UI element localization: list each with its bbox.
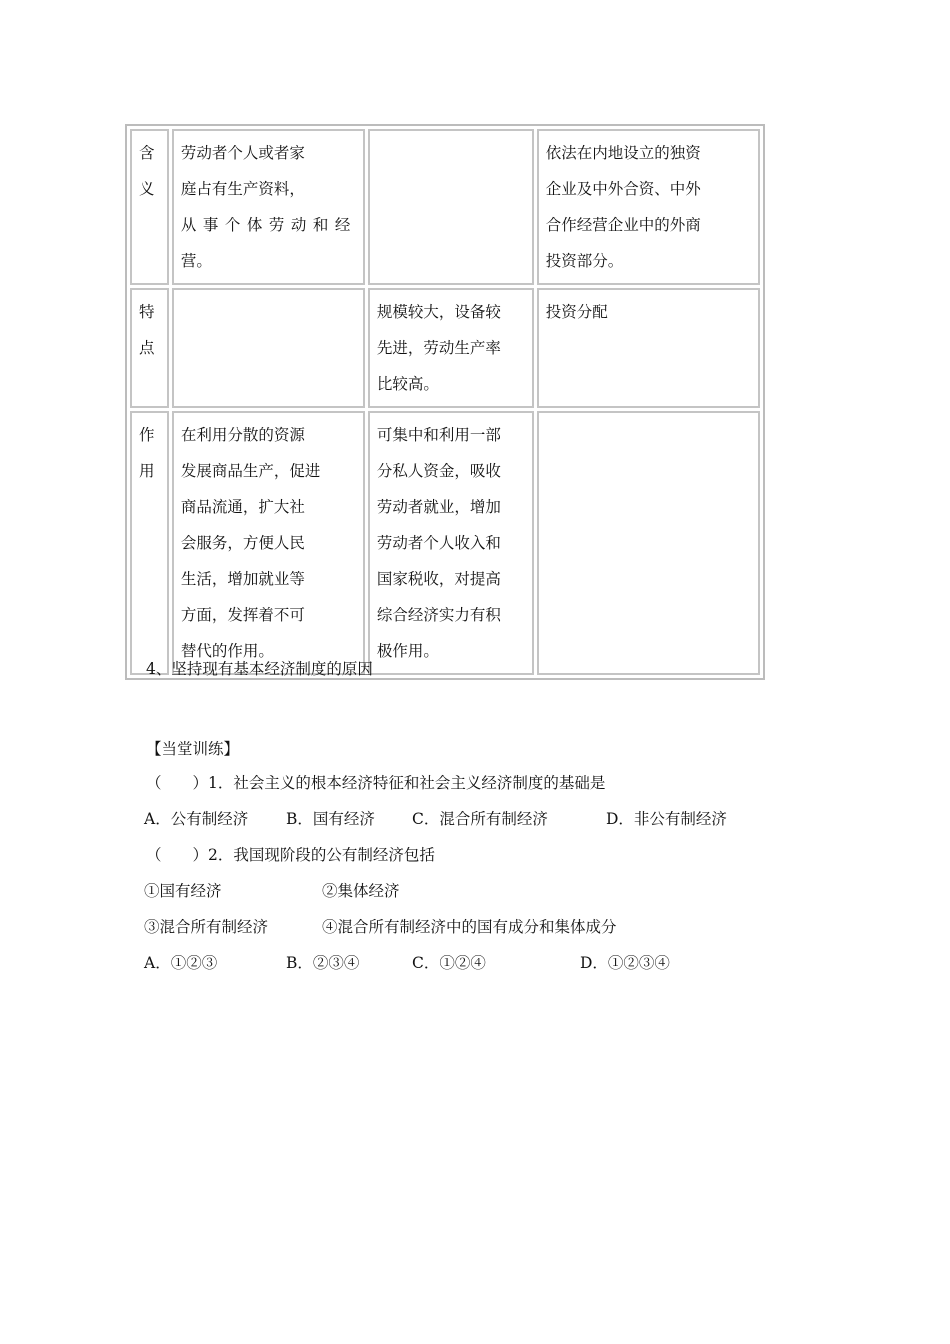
q1-option-b: B．国有经济 <box>286 810 375 828</box>
cell-text-line: 投资分配 <box>545 303 608 321</box>
cell-private-role <box>368 411 534 675</box>
cell-text-line: 劳动者个人或者家 <box>180 144 305 162</box>
row-header-char: 义 <box>139 180 155 198</box>
table-row-features <box>130 288 760 408</box>
cell-text-line: 分私人资金，吸收 <box>376 462 501 480</box>
q2-option-a: A．①②③ <box>144 954 218 972</box>
row-header-char: 特 <box>139 303 155 321</box>
row-header-char: 点 <box>139 339 155 357</box>
cell-text-line: 国家税收，对提高 <box>376 570 501 588</box>
cell-text-line: 极作用。 <box>376 642 439 660</box>
row-header-features <box>130 288 169 408</box>
cell-individual-meaning <box>172 129 365 285</box>
cell-text-line: 发展商品生产，促进 <box>180 462 321 480</box>
cell-private-features <box>368 288 534 408</box>
cell-text-line: 从事个体劳动和经 <box>180 216 357 234</box>
cell-text-line: 规模较大，设备较 <box>376 303 501 321</box>
row-header-meaning <box>130 129 169 285</box>
cell-text-line: 劳动者就业，增加 <box>376 498 501 516</box>
cell-text-line: 可集中和利用一部 <box>376 426 501 444</box>
cell-text-line: 生活，增加就业等 <box>180 570 305 588</box>
cell-text-line: 比较高。 <box>376 375 439 393</box>
row-header-char: 用 <box>139 462 155 480</box>
q2-option-c: C．①②④ <box>412 954 486 972</box>
q2-item-2: ②集体经济 <box>322 882 400 900</box>
q2-item-3: ③混合所有制经济 <box>144 918 269 936</box>
cell-text-line: 在利用分散的资源 <box>180 426 305 444</box>
cell-text-line: 营。 <box>180 252 212 270</box>
question-2-stem: （ ）2．我国现阶段的公有制经济包括 <box>146 846 435 864</box>
cell-text-line: 庭占有生产资料， <box>180 180 305 198</box>
question-1-stem: （ ）1．社会主义的根本经济特征和社会主义经济制度的基础是 <box>146 774 606 792</box>
cell-text-line: 商品流通，扩大社 <box>180 498 305 516</box>
practice-title: 【当堂训练】 <box>146 740 240 758</box>
cell-individual-features <box>172 288 365 408</box>
q1-option-c: C．混合所有制经济 <box>412 810 548 828</box>
section-4-heading: 4、坚持现有基本经济制度的原因 <box>146 660 373 678</box>
cell-text-line: 会服务，方便人民 <box>180 534 305 552</box>
q2-item-4: ④混合所有制经济中的国有成分和集体成分 <box>322 918 617 936</box>
q2-option-d: D．①②③④ <box>580 954 670 972</box>
cell-foreign-meaning <box>537 129 760 285</box>
cell-text-line: 合作经营企业中的外商 <box>545 216 701 234</box>
cell-text-line: 企业及中外合资、中外 <box>545 180 701 198</box>
q1-option-a: A．公有制经济 <box>144 810 249 828</box>
economy-comparison-table <box>125 124 765 680</box>
cell-text-line: 投资部分。 <box>545 252 624 270</box>
cell-text-line: 劳动者个人收入和 <box>376 534 501 552</box>
row-header-role <box>130 411 169 675</box>
cell-private-meaning <box>368 129 534 285</box>
cell-foreign-role <box>537 411 760 675</box>
q1-option-d: D．非公有制经济 <box>606 810 727 828</box>
cell-text-line: 综合经济实力有积 <box>376 606 501 624</box>
cell-foreign-features <box>537 288 760 408</box>
q2-option-b: B．②③④ <box>286 954 360 972</box>
row-header-char: 作 <box>139 426 155 444</box>
table-row-meaning <box>130 129 760 285</box>
cell-individual-role <box>172 411 365 675</box>
table-row-role <box>130 411 760 675</box>
cell-text-line: 先进，劳动生产率 <box>376 339 501 357</box>
cell-text-line: 依法在内地设立的独资 <box>545 144 701 162</box>
cell-text-line: 替代的作用。 <box>180 642 274 660</box>
q2-item-1: ①国有经济 <box>144 882 222 900</box>
row-header-char: 含 <box>139 144 155 162</box>
cell-text-line: 方面，发挥着不可 <box>180 606 305 624</box>
